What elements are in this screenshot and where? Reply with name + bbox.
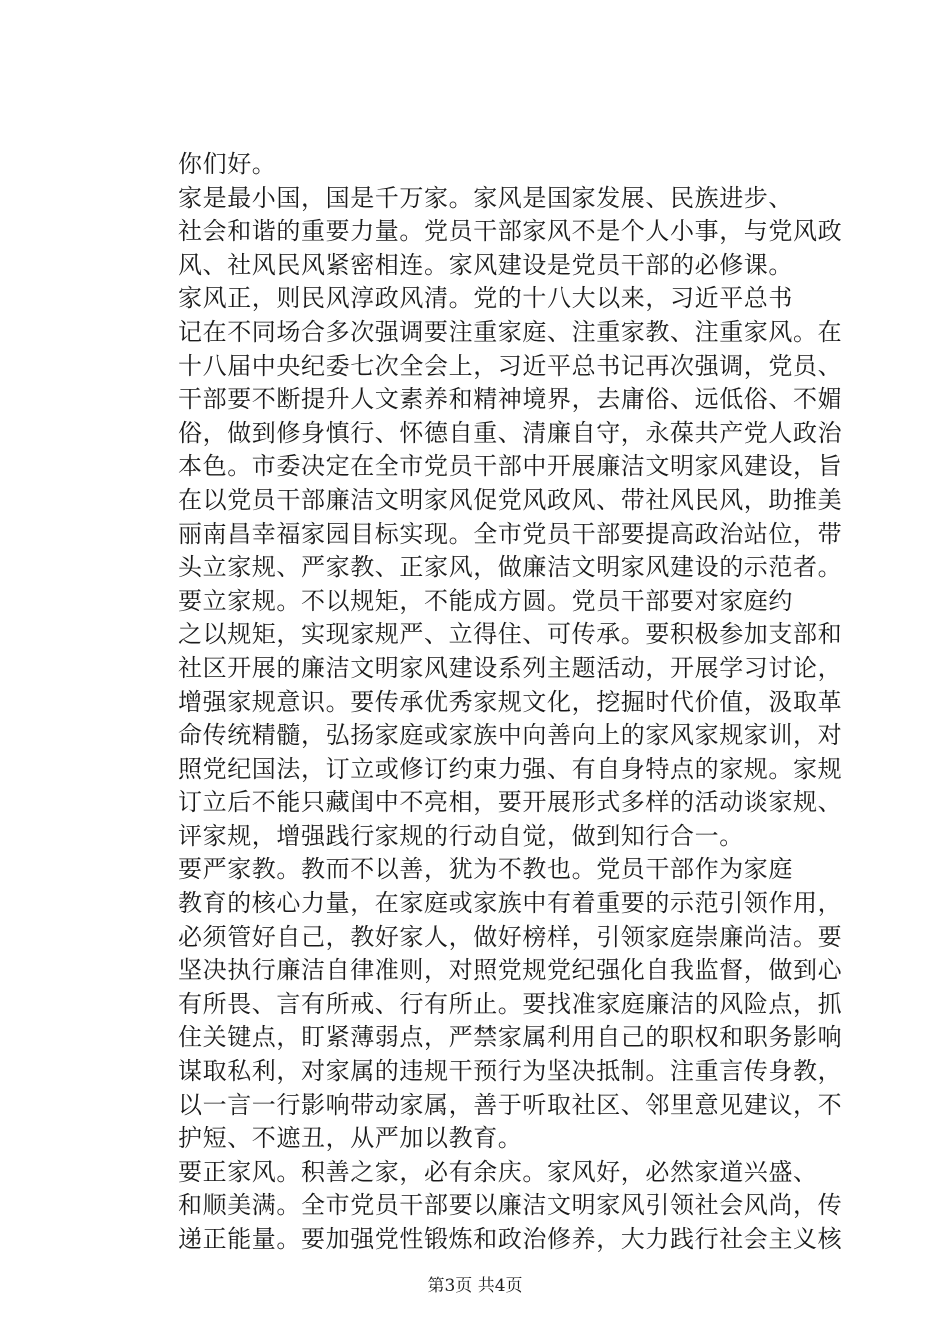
text-line: 要正家风。积善之家，必有余庆。家风好，必然家道兴盛、 [178, 1157, 818, 1186]
text-line: 命传统精髓，弘扬家庭或家族中向善向上的家风家规家训，对 [178, 721, 843, 750]
text-line: 十八届中央纪委七次全会上，习近平总书记再次强调，党员、 [178, 351, 843, 380]
text-line: 和顺美满。全市党员干部要以廉洁文明家风引领社会风尚，传 [178, 1191, 843, 1220]
paragraph [130, 148, 830, 182]
text-line: 评家规，增强践行家规的行动自觉，做到知行合一。 [178, 821, 744, 850]
text-line: 增强家规意识。要传承优秀家规文化，挖掘时代价值，汲取革 [178, 687, 843, 716]
paragraph [130, 585, 843, 854]
text-line: 递正能量。要加强党性锻炼和政治修养，大力践行社会主义核 [178, 1225, 843, 1253]
text-line: 俗，做到修身慎行、怀德自重、清廉自守，永葆共产党人政治 [178, 418, 843, 447]
text-line: 教育的核心力量，在家庭或家族中有着重要的示范引领作用， [178, 889, 843, 918]
page-number: 第3页 共4页 [427, 1276, 523, 1296]
text-line: 在以党员干部廉洁文明家风促党风政风、带社风民风，助推美 [178, 485, 843, 514]
text-line: 之以规矩，实现家规严、立得住、可传承。要积极参加支部和 [178, 620, 843, 649]
text-line: 家风正，则民风淳政风清。党的十八大以来，习近平总书 [178, 284, 793, 313]
text-line: 要立家规。不以规矩，不能成方圆。党员干部要对家庭约 [178, 586, 793, 615]
paragraph [130, 853, 843, 1155]
text-line: 要严家教。教而不以善，犹为不教也。党员干部作为家庭 [178, 855, 793, 884]
text-line: 你们好。 [178, 150, 277, 178]
text-line: 丽南昌幸福家园目标实现。全市党员干部要提高政治站位，带 [178, 519, 843, 548]
text-line: 干部要不断提升人文素养和精神境界，去庸俗、远低俗、不媚 [178, 385, 843, 414]
text-line: 本色。市委决定在全市党员干部中开展廉洁文明家风建设，旨 [178, 452, 843, 481]
text-line: 谋取私利，对家属的违规干预行为坚决抵制。注重言传身教， [178, 1057, 843, 1086]
paragraph [130, 282, 843, 584]
text-line: 必须管好自己，教好家人，做好榜样，引领家庭崇廉尚洁。要 [178, 922, 843, 951]
paragraph [130, 182, 843, 283]
document-body [130, 148, 843, 1257]
text-line: 有所畏、言有所戒、行有所止。要找准家庭廉洁的风险点，抓 [178, 989, 843, 1018]
text-line: 社会和谐的重要力量。党员干部家风不是个人小事，与党风政 [178, 217, 843, 246]
text-line: 风、社风民风紧密相连。家风建设是党员干部的必修课。 [178, 250, 793, 279]
paragraph [130, 1156, 843, 1257]
text-line: 护短、不遮丑，从严加以教育。 [178, 1124, 523, 1153]
page-footer [0, 1271, 950, 1296]
text-line: 坚决执行廉洁自律准则，对照党规党纪强化自我监督，做到心 [178, 956, 843, 985]
text-line: 以一言一行影响带动家属，善于听取社区、邻里意见建议，不 [178, 1090, 843, 1119]
text-line: 照党纪国法，订立或修订约束力强、有自身特点的家规。家规 [178, 754, 843, 783]
text-line: 住关键点，盯紧薄弱点，严禁家属利用自己的职权和职务影响 [178, 1023, 843, 1052]
text-line: 头立家规、严家教、正家风，做廉洁文明家风建设的示范者。 [178, 553, 843, 582]
text-line: 家是最小国，国是千万家。家风是国家发展、民族进步、 [178, 183, 793, 212]
text-line: 社区开展的廉洁文明家风建设系列主题活动，开展学习讨论， [178, 653, 843, 682]
text-line: 订立后不能只藏闺中不亮相，要开展形式多样的活动谈家规、 [178, 788, 843, 817]
text-line: 记在不同场合多次强调要注重家庭、注重家教、注重家风。在 [178, 317, 843, 346]
